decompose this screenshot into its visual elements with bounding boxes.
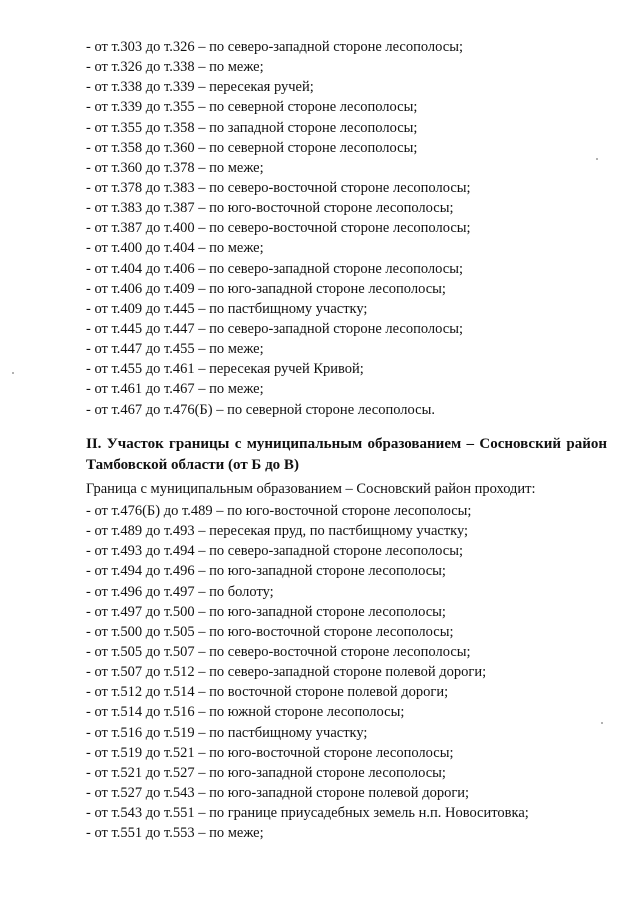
list-item: - от т.387 до т.400 – по северо-восточной стороне лесополосы; <box>86 220 471 237</box>
list-item: - от т.497 до т.500 – по юго-западной стороне лесополосы; <box>86 603 446 620</box>
scan-speck <box>12 372 14 374</box>
list-item: - от т.543 до т.551 – по границе приусадебных земель н.п. Новоситовка; <box>86 805 529 822</box>
list-item: - от т.521 до т.527 – по юго-западной стороне лесополосы; <box>86 764 446 781</box>
list-item: - от т.383 до т.387 – по юго-восточной стороне лесополосы; <box>86 200 454 217</box>
section-intro: Граница с муниципальным образованием – Сосновский район проходит: <box>86 481 536 497</box>
list-item: - от т.489 до т.493 – пересекая пруд, по пастбищному участку; <box>86 523 469 540</box>
list-item: - от т.360 до т.378 – по меже; <box>86 159 264 176</box>
list-item: - от т.355 до т.358 – по западной стороне лесополосы; <box>86 119 418 136</box>
list-item: - от т.519 до т.521 – по юго-восточной стороне лесополосы; <box>86 744 454 761</box>
list-item: - от т.516 до т.519 – по пастбищному участку; <box>86 724 368 741</box>
list-item: - от т.461 до т.467 – по меже; <box>86 381 264 398</box>
list-item: - от т.494 до т.496 – по юго-западной стороне лесополосы; <box>86 563 446 580</box>
list-item: - от т.507 до т.512 – по северо-западной стороне полевой дороги; <box>86 664 487 681</box>
list-item: - от т.404 до т.406 – по северо-западной стороне лесополосы; <box>86 260 463 277</box>
scan-speck <box>601 722 603 724</box>
boundary-list-section-2 <box>86 501 606 843</box>
list-item: - от т.493 до т.494 – по северо-западной стороне лесополосы; <box>86 543 463 560</box>
section-heading: II. Участок границы с муниципальным образованием – Сосновский район Тамбовской области (от Б до В) <box>86 436 607 473</box>
boundary-list-section-1 <box>86 37 606 420</box>
list-item: - от т.455 до т.461 – пересекая ручей Кривой; <box>86 361 364 378</box>
list-item: - от т.338 до т.339 – пересекая ручей; <box>86 79 314 96</box>
list-item: - от т.505 до т.507 – по северо-восточной стороне лесополосы; <box>86 643 471 660</box>
scan-speck <box>596 158 598 160</box>
list-item: - от т.326 до т.338 – по меже; <box>86 59 264 76</box>
list-item: - от т.358 до т.360 – по северной стороне лесополосы; <box>86 139 418 156</box>
list-item: - от т.514 до т.516 – по южной стороне лесополосы; <box>86 704 405 721</box>
list-item: - от т.476(Б) до т.489 – по юго-восточной стороне лесополосы; <box>86 503 472 519</box>
list-item: - от т.447 до т.455 – по меже; <box>86 341 264 358</box>
list-item: - от т.378 до т.383 – по северо-восточной стороне лесополосы; <box>86 179 471 196</box>
list-item: - от т.512 до т.514 – по восточной стороне полевой дороги; <box>86 684 449 701</box>
list-item: - от т.496 до т.497 – по болоту; <box>86 583 274 600</box>
list-item: - от т.527 до т.543 – по юго-западной стороне полевой дороги; <box>86 784 470 801</box>
list-item: - от т.500 до т.505 – по юго-восточной стороне лесополосы; <box>86 623 454 640</box>
list-item: - от т.467 до т.476(Б) – по северной стороне лесополосы. <box>86 401 435 418</box>
list-item: - от т.339 до т.355 – по северной стороне лесополосы; <box>86 99 418 116</box>
list-item: - от т.406 до т.409 – по юго-западной стороне лесополосы; <box>86 280 446 297</box>
list-item: - от т.303 до т.326 – по северо-западной стороне лесополосы; <box>86 39 463 55</box>
list-item: - от т.551 до т.553 – по меже; <box>86 825 264 842</box>
list-item: - от т.409 до т.445 – по пастбищному участку; <box>86 300 368 317</box>
list-item: - от т.445 до т.447 – по северо-западной стороне лесополосы; <box>86 320 463 337</box>
list-item: - от т.400 до т.404 – по меже; <box>86 240 264 257</box>
